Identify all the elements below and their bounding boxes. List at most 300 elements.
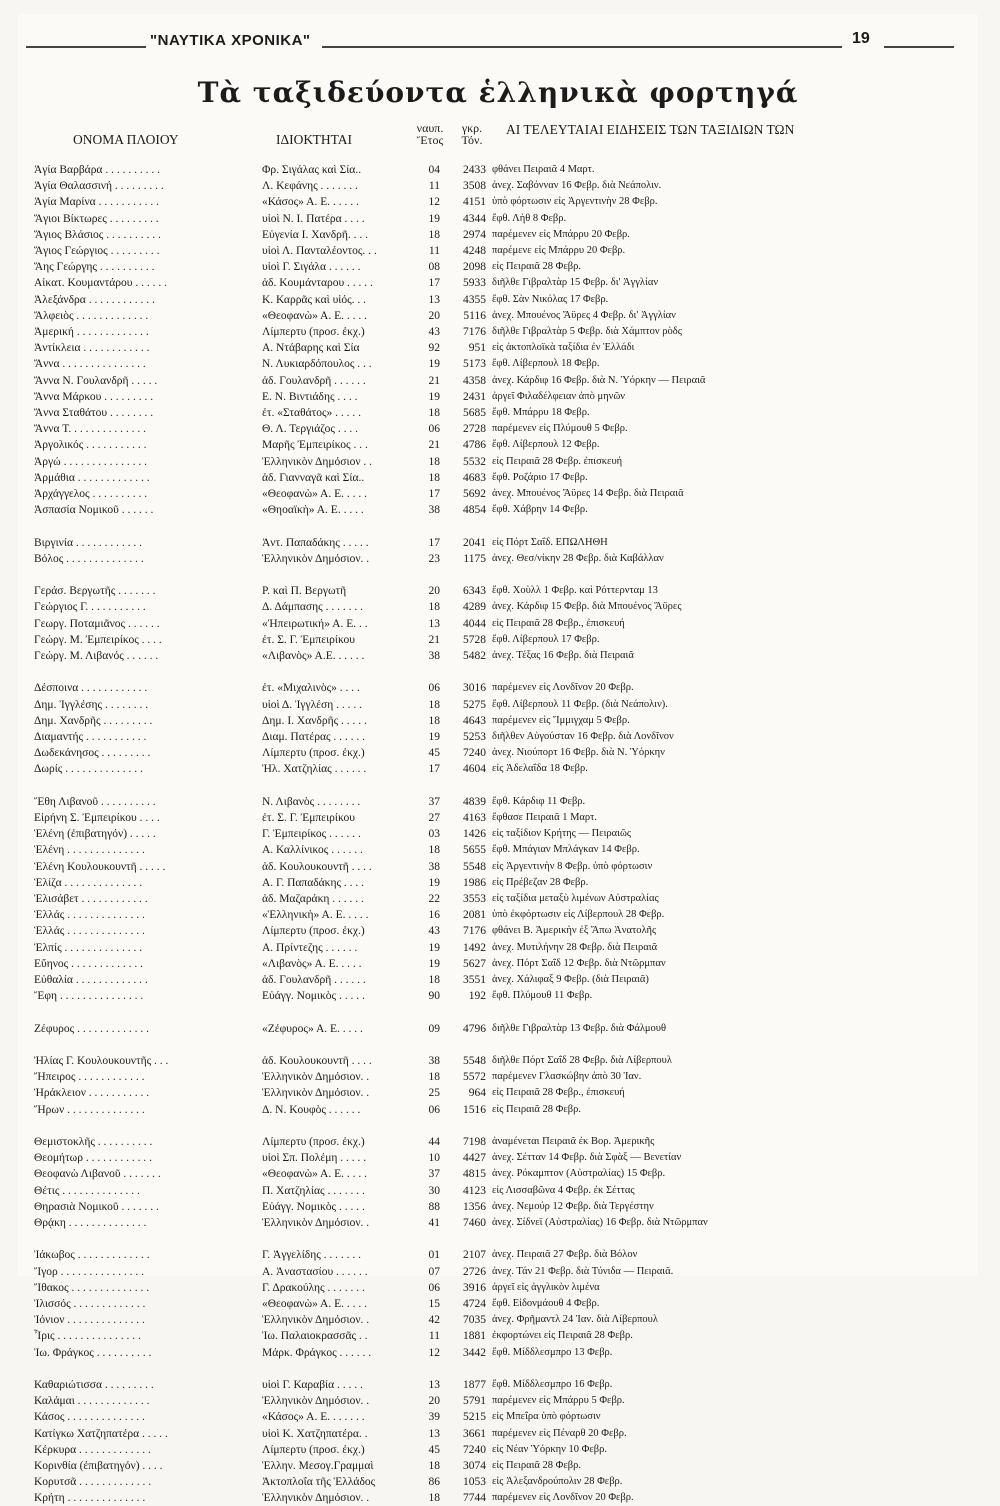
ship-owner: Διαμ. Πατέρας . . . . . . — [262, 731, 366, 743]
ship-name: Γεώργ. Μ. Λιβανός . . . . . . — [34, 650, 159, 662]
ship-name: Δωρίς . . . . . . . . . . . . . . — [34, 763, 143, 776]
build-year: 18 — [428, 974, 440, 986]
voyage-news: παρέμενεν εἰς Πέναρθ 20 Φεβρ. — [492, 1427, 627, 1439]
ship-owner: «Θηοαϊκὴ» Α. Ε. . . . . — [262, 504, 364, 517]
ship-name: Ἅγιος Βλάσιος . . . . . . . . . . — [34, 228, 161, 241]
ship-name: Ἑλένη (ἐπιβατηγόν) . . . . . — [34, 828, 156, 841]
gross-tonnage: 4854 — [463, 504, 486, 517]
build-year: 45 — [428, 1443, 440, 1456]
voyage-news: διῆλθε Γιβραλτὰρ 13 Φεβρ. διὰ Φάλμουθ — [492, 1022, 667, 1034]
table-row — [18, 1166, 978, 1182]
build-year: 18 — [428, 1492, 440, 1505]
build-year: 11 — [428, 180, 440, 193]
voyage-news: εἰς ἀκτοπλοϊκὰ ταξίδια ἐν Ἑλλάδι — [492, 342, 635, 354]
table-row — [18, 729, 978, 745]
table-row — [18, 632, 978, 648]
build-year: 13 — [428, 1427, 440, 1440]
gross-tonnage: 4358 — [463, 374, 486, 387]
build-year: 06 — [428, 1103, 440, 1116]
ship-owner: «Ἠπειρωτική» Α. Ε. . . — [262, 617, 368, 630]
voyage-news: εἰς Πειραιᾶ 28 Φεβρ. ἐπισκευή — [492, 455, 623, 467]
ship-owner: Α. Καλλίνικος . . . . . . — [262, 844, 363, 857]
table-row — [18, 1069, 978, 1085]
table-row — [18, 211, 978, 227]
voyage-news: παρέμενεν Γλασκώβην ἀπὸ 30 Ἰαν. — [492, 1071, 642, 1083]
ship-owner: Θ. Λ. Τεργιάζος . . . . — [262, 423, 358, 436]
ship-name: Ἄννα . . . . . . . . . . . . . . . — [34, 358, 146, 371]
ship-name: Κάσος . . . . . . . . . . . . . . — [34, 1411, 145, 1424]
ship-name: Ἑλένη . . . . . . . . . . . . . . — [34, 844, 145, 857]
ship-name: Ἰλισσός . . . . . . . . . . . . . — [34, 1298, 146, 1310]
build-year: 43 — [428, 326, 440, 338]
ship-name: Αἰκατ. Κουμαντάρου . . . . . . — [34, 277, 167, 290]
voyage-news: διῆλθε Πόρτ Σαΐδ 28 Φεβρ. διὰ Λίβερπουλ — [492, 1055, 672, 1066]
ship-name: Ἠλίας Γ. Κουλουκουντῆς . . . — [34, 1055, 169, 1067]
voyage-news: εἰς Ἀδελαΐδα 18 Φεβρ. — [492, 763, 588, 775]
build-year: 04 — [428, 164, 440, 176]
ship-owner: Ἑλλην. Μεσογ.Γραμμαὶ — [262, 1460, 374, 1472]
build-year: 18 — [428, 714, 440, 727]
table-row — [18, 389, 978, 405]
table-row — [18, 1102, 978, 1118]
column-header-build-year: ναυπ. Ἔτος — [416, 121, 444, 147]
gross-tonnage: 5215 — [463, 1411, 486, 1424]
ship-name: Ἤπειρος . . . . . . . . . . . . — [34, 1071, 145, 1084]
ship-owner: ἀδ. Κουλουκουντῆ . . . . — [262, 1055, 372, 1067]
table-row — [18, 292, 978, 308]
gross-tonnage: 5692 — [463, 488, 486, 500]
ship-name: Θέτις . . . . . . . . . . . . . . — [34, 1184, 140, 1197]
build-year: 21 — [428, 633, 440, 646]
build-year: 90 — [428, 990, 440, 1003]
voyage-news: εἰς Πειραιᾶ 28 Φεβρ. — [492, 1460, 581, 1471]
build-year: 44 — [428, 1136, 440, 1148]
ship-name: Εὔηνος . . . . . . . . . . . . . — [34, 957, 143, 970]
table-row — [18, 988, 978, 1004]
voyage-news: διῆλθε Γιβραλτὰρ 5 Φεβρ. διὰ Χάμπτον ρὸδς — [492, 326, 682, 337]
ship-name: Ἀσπασία Νομικοῦ . . . . . . — [34, 504, 154, 517]
ship-name: Ἴγορ . . . . . . . . . . . . . . . — [34, 1265, 145, 1278]
gross-tonnage: 5728 — [463, 633, 486, 646]
voyage-news: ὑπὸ ἐκφόρτωσιν εἰς Λίβερπουλ 28 Φεβρ. — [492, 909, 665, 921]
ship-owner: Μαρῆς Ἐμπειρίκος . . . — [262, 439, 368, 452]
ship-name: Ἁγία Μαρίνα . . . . . . . . . . . — [34, 196, 159, 209]
build-year: 20 — [428, 1395, 440, 1408]
build-year: 37 — [428, 795, 440, 808]
ship-owner: Ν. Λυκιαρδόπουλος . . . — [262, 358, 372, 371]
build-year: 25 — [428, 1087, 440, 1100]
voyage-news: ὑπὸ φόρτωσιν εἰς Ἀργεντινὴν 28 Φεβρ. — [492, 196, 658, 208]
ship-owner: ἀδ. Κουμάνταρου . . . . . — [262, 277, 373, 290]
build-year: 41 — [428, 1217, 440, 1229]
table-row — [18, 1264, 978, 1280]
build-year: 45 — [428, 747, 440, 760]
ship-owner: «Ἑλληνικὴ» Α. Ε. . . . . — [262, 909, 369, 922]
table-row — [18, 972, 978, 988]
ship-name: Ἑλλάς . . . . . . . . . . . . . . — [34, 925, 145, 938]
voyage-news: ἀνεχ. Τάν 21 Φεβρ. διὰ Τύνιδα — Πειραιᾶ. — [492, 1265, 674, 1277]
gross-tonnage: 2107 — [463, 1249, 486, 1262]
build-year: 43 — [428, 925, 440, 938]
ship-name: Δέσποινα . . . . . . . . . . . . — [34, 682, 148, 695]
ship-name: Κρήτη . . . . . . . . . . . . . . — [34, 1492, 146, 1505]
table-row — [18, 713, 978, 729]
table-row — [18, 275, 978, 291]
ship-name: Θεμιστοκλῆς . . . . . . . . . . — [34, 1136, 153, 1148]
ship-owner: Α. Πρίντεζης . . . . . . — [262, 941, 358, 954]
voyage-news: παρέμενεν εἰς Μπάρρυ 5 Φεβρ. — [492, 1395, 625, 1407]
table-row — [18, 891, 978, 907]
build-year: 18 — [428, 471, 440, 484]
ship-name: Ἀλεξάνδρα . . . . . . . . . . . . — [34, 293, 155, 306]
ship-owner: Ἑλληνικὸν Δημόσιον. . — [262, 1395, 370, 1408]
ship-name: Κορινθία (ἐπιβατηγόν) . . . . — [34, 1460, 163, 1472]
voyage-news: ἀνεχ. Μπουένος Ἄϋρες 4 Φεβρ. δι' Ἀγγλίαν — [492, 309, 676, 321]
ship-name: Ἥρων . . . . . . . . . . . . . . — [34, 1103, 145, 1116]
voyage-news: ἀνεχ. Θεσ/νίκην 28 Φεβρ. διὰ Καβάλλαν — [492, 552, 664, 564]
table-row — [18, 680, 978, 696]
voyage-news: ἀνεχ. Πόρτ Σαΐδ 12 Φεβρ. διὰ Ντῶρμπαν — [492, 957, 666, 969]
ship-owner: Λ. Κεφάνης . . . . . . . — [262, 180, 358, 193]
table-row — [18, 194, 978, 210]
gross-tonnage: 5933 — [463, 277, 486, 290]
ship-name: Καθαριώτισσα . . . . . . . . . — [34, 1379, 154, 1391]
voyage-news: ἀναμένεται Πειραιᾶ ἐκ Βορ. Ἀμερικῆς — [492, 1136, 655, 1147]
build-year: 19 — [428, 358, 440, 371]
table-row — [18, 454, 978, 470]
voyage-news: ἀνεχ. Σέτταν 14 Φεβρ. διὰ Σφὰξ — Βενετίαν — [492, 1152, 682, 1164]
ship-name: Γεώργιος Γ. . . . . . . . . . . — [34, 601, 146, 614]
build-year: 20 — [428, 585, 440, 598]
gross-tonnage: 7240 — [463, 747, 486, 760]
ship-name: Ἁγία Βαρβάρα . . . . . . . . . . — [34, 164, 160, 176]
gross-tonnage: 5173 — [463, 358, 486, 371]
ship-owner: Ἀκτοπλοΐα τῆς Ἑλλάδος — [262, 1476, 376, 1489]
table-row — [18, 794, 978, 810]
table-row — [18, 826, 978, 842]
gross-tonnage: 4123 — [463, 1184, 486, 1197]
ship-name: Δωδεκάνησος . . . . . . . . . — [34, 747, 151, 760]
voyage-news: παρέμενεν εἰς Πλύμουθ 5 Φεβρ. — [492, 423, 628, 435]
voyage-news: ἔφθ. Εἰδονμάουθ 4 Φεβρ. — [492, 1298, 600, 1309]
table-row — [18, 1053, 978, 1069]
ship-owner: υἱοὶ Γ. Σιγάλα . . . . . . — [262, 261, 361, 274]
table-row — [18, 1021, 978, 1037]
ship-owner: «Θεοφανὼ» Α. Ε. . . . . — [262, 488, 368, 500]
page-header — [26, 32, 970, 60]
gross-tonnage: 5482 — [463, 650, 486, 662]
voyage-news: εἰς Νέαν Ὑόρκην 10 Φεβρ. — [492, 1443, 607, 1455]
gross-tonnage: 2728 — [463, 423, 486, 436]
voyage-news: ἔφθ. Χάβρην 14 Φεβρ. — [492, 504, 588, 516]
build-year: 19 — [428, 390, 440, 403]
voyage-news: εἰς Πόρτ Σαΐδ. ΕΠΩΛΗΘΗ — [492, 536, 608, 548]
gross-tonnage: 5116 — [463, 309, 486, 322]
ship-owner: Φρ. Σιγάλας καὶ Σία.. — [262, 164, 362, 176]
gross-tonnage: 2431 — [463, 390, 486, 403]
voyage-news: ἔφθ. Λίβερπουλ 18 Φεβρ. — [492, 358, 600, 370]
ship-name: Εὐθαλία . . . . . . . . . . . . . — [34, 974, 148, 986]
newspaper-page — [18, 14, 978, 1505]
gross-tonnage: 7744 — [463, 1492, 486, 1505]
table-row — [18, 842, 978, 858]
table-row — [18, 859, 978, 875]
table-row — [18, 956, 978, 972]
build-year: 11 — [428, 1330, 440, 1343]
ship-name: Κέρκυρα . . . . . . . . . . . . . — [34, 1443, 151, 1456]
ship-name: Ἔφη . . . . . . . . . . . . . . . — [34, 990, 144, 1003]
ship-name: Ἄλφειὸς . . . . . . . . . . . . . — [34, 309, 149, 322]
ship-owner: Ἑλληνικὸν Δημόσιον. . — [262, 1087, 370, 1100]
ship-name: Ἄννα Σταθάτου . . . . . . . . — [34, 407, 154, 419]
ship-name: Ἀργώ . . . . . . . . . . . . . . . — [34, 455, 147, 468]
voyage-news: ἀνεχ. Φρῆμαντλ 24 Ἰαν. διὰ Λίβερπουλ — [492, 1314, 658, 1326]
ship-name: Ἑλλάς . . . . . . . . . . . . . . — [34, 909, 145, 922]
ship-owner: ἀδ. Μαζαράκη . . . . . . — [262, 893, 364, 905]
voyage-news: ἀνεχ. Νεμούρ 12 Φεβρ. διὰ Τεργέστην — [492, 1200, 654, 1212]
gross-tonnage: 5548 — [463, 1055, 486, 1067]
ship-owner: υἱοὶ Ν. Ι. Πατέρα . . . . — [262, 212, 365, 225]
gross-tonnage: 3074 — [463, 1460, 486, 1472]
table-row — [18, 1345, 978, 1361]
ship-name: Ἄννα Ν. Γουλανδρῆ . . . . . — [34, 374, 158, 387]
table-row — [18, 1150, 978, 1166]
ship-name: Ἰόνιον . . . . . . . . . . . . . . — [34, 1314, 145, 1327]
table-row — [18, 1215, 978, 1231]
build-year: 17 — [428, 536, 440, 549]
voyage-news: ἔφθ. Λίβερπουλ 17 Φεβρ. — [492, 633, 600, 645]
build-year: 19 — [428, 731, 440, 743]
ship-owner: υἱοὶ Δ. Ἰγγλέση . . . . . — [262, 698, 362, 711]
build-year: 13 — [428, 1379, 440, 1391]
build-year: 38 — [428, 1055, 440, 1067]
ship-owner: ἀδ. Γιανναγᾶ καὶ Σία.. — [262, 471, 365, 484]
ship-name: Ἴθακος . . . . . . . . . . . . . . — [34, 1281, 150, 1294]
build-year: 06 — [428, 682, 440, 695]
voyage-news: ἔφθ. Πλύμουθ 11 Φεβρ. — [492, 990, 593, 1002]
build-year: 18 — [428, 844, 440, 857]
table-row — [18, 437, 978, 453]
table-row — [18, 324, 978, 340]
ship-name: Ἡράκλειον . . . . . . . . . . . — [34, 1087, 150, 1100]
voyage-news: φθάνει Β. Ἀμερικὴν ἐξ Ἄπω Ἀνατολῆς — [492, 925, 657, 937]
column-header-tonnage: γκρ. Τόν. — [461, 121, 483, 147]
ship-name: Ἅης Γεώργης . . . . . . . . . . — [34, 261, 155, 274]
ship-owner: ἀδ. Κουλουκουντῆ . . . . — [262, 860, 372, 873]
ship-owner: ἐτ. «Σταθάτος» . . . . . — [262, 407, 362, 419]
table-row — [18, 486, 978, 502]
gross-tonnage: 4683 — [463, 471, 486, 484]
build-year: 18 — [428, 1460, 440, 1472]
ship-name: Ἐλισάβετ . . . . . . . . . . . . — [34, 893, 148, 905]
table-row — [18, 923, 978, 939]
build-year: 37 — [428, 1168, 440, 1181]
ship-owner: «Λιβανὸς» Α.Ε. . . . . . — [262, 650, 365, 662]
ship-owner: Α. Γ. Παπαδάκης . . . . — [262, 876, 365, 889]
voyage-news: εἰς Ἀργεντινὴν 8 Φεβρ. ὑπὸ φόρτωσιν — [492, 860, 653, 872]
ship-name: Βόλος . . . . . . . . . . . . . . — [34, 552, 144, 565]
ship-owner: Ἠλ. Χατζηλίας . . . . . . — [262, 763, 367, 776]
gross-tonnage: 2081 — [463, 909, 486, 922]
ship-owner: «Ζέφυρος» Α. Ε. . . . . — [262, 1022, 363, 1035]
gross-tonnage: 4604 — [463, 763, 486, 776]
table-row — [18, 1199, 978, 1215]
gross-tonnage: 3442 — [463, 1346, 486, 1359]
voyage-news: ἀνεχ. Μπουένος Ἄϋρες 14 Φεβρ. διὰ Πειραιᾶ — [492, 488, 684, 499]
table-row — [18, 227, 978, 243]
voyage-news: εἰς ταξίδια μεταξὺ λιμένων Αὐστραλίας — [492, 893, 659, 904]
gross-tonnage: 1986 — [463, 876, 486, 889]
ship-name: Κορυτσᾶ . . . . . . . . . . . . . — [34, 1476, 152, 1489]
voyage-news: ἔφθ. Σὰν Νικόλας 17 Φεβρ. — [492, 293, 609, 305]
ship-name: Ἄννα Τ. . . . . . . . . . . . . . — [34, 423, 146, 436]
gross-tonnage: 4289 — [463, 601, 486, 614]
voyage-news: ἀνεχ. Τέξας 16 Φεβρ. διὰ Πειραιᾶ — [492, 650, 634, 661]
ship-owner: Ε. Ν. Βιντιάδης . . . . — [262, 390, 358, 403]
build-year: 88 — [428, 1200, 440, 1213]
ship-owner: ἐτ. «Μιχαλινὸς» . . . . — [262, 682, 360, 695]
ship-name: Ἀρμάθια . . . . . . . . . . . . . — [34, 471, 150, 484]
ship-owner: Λίμπερτυ (προσ. ἐκχ.) — [262, 1443, 365, 1456]
gross-tonnage: 4044 — [463, 617, 486, 630]
build-year: 09 — [428, 1022, 440, 1035]
gross-tonnage: 3016 — [463, 682, 486, 695]
ship-owner: Γ. Δρακούλης . . . . . . . — [262, 1281, 365, 1294]
ship-name: Ἐλπίς . . . . . . . . . . . . . . — [34, 941, 143, 954]
ship-name: Θεοφανὼ Λιβανοῦ . . . . . . . — [34, 1168, 161, 1181]
build-year: 38 — [428, 504, 440, 517]
article-title: Τὰ ταξιδεύοντα ἑλληνικὰ φορτηγά — [197, 76, 799, 109]
build-year: 17 — [428, 763, 440, 776]
table-row — [18, 1280, 978, 1296]
table-row — [18, 1134, 978, 1150]
table-row — [18, 1426, 978, 1442]
table-row — [18, 356, 978, 372]
gross-tonnage: 1175 — [463, 552, 486, 565]
ship-owner: Α. Ἀναστασίου . . . . . . — [262, 1265, 368, 1278]
gross-tonnage: 5253 — [463, 731, 486, 743]
ship-name: Ἅγιος Γεώργιος . . . . . . . . . — [34, 245, 160, 257]
table-row — [18, 502, 978, 518]
gross-tonnage: 3661 — [463, 1427, 486, 1440]
ship-name: Κατίγκω Χατζηπατέρα . . . . . — [34, 1427, 168, 1440]
voyage-news: παρέμενεν εἰς Ἴμμιγχαμ 5 Φεβρ. — [492, 714, 630, 726]
ship-owner: ἀδ. Γουλανδρῆ . . . . . . — [262, 974, 366, 986]
build-year: 23 — [428, 552, 440, 565]
build-year: 18 — [428, 698, 440, 711]
gross-tonnage: 4151 — [463, 196, 486, 209]
voyage-news: ἀνεχ. Κάρδιφ 16 Φεβρ. διὰ Ν. Ὑόρκην — Πειραιᾶ — [492, 374, 706, 386]
voyage-news: ἔφθ. Μίδδλεσμπρο 16 Φεβρ. — [492, 1379, 613, 1390]
gross-tonnage: 1881 — [463, 1330, 486, 1343]
ship-owner: Α. Ντάβαρης καὶ Σία — [262, 342, 360, 355]
table-row — [18, 1377, 978, 1393]
voyage-news: ἔφθ. Ροζάριο 17 Φεβρ. — [492, 471, 588, 483]
gross-tonnage: 2974 — [463, 228, 486, 241]
ship-owner: Ἑλληνικὸν Δημόσιον. . — [262, 1071, 370, 1084]
gross-tonnage: 4248 — [463, 245, 486, 257]
ship-owner: Ἑλληνικὸν Δημόσιον. . — [262, 1492, 370, 1505]
gross-tonnage: 3553 — [463, 893, 486, 905]
build-year: 21 — [428, 374, 440, 387]
column-header-ship-name: ΟΝΟΜΑ ΠΛΟΙΟΥ — [73, 132, 179, 147]
table-row — [18, 1490, 978, 1506]
gross-tonnage: 4344 — [463, 212, 486, 225]
ship-owner: Ἀντ. Παπαδάκης . . . . . — [262, 536, 369, 549]
voyage-news: ἔφθ. Λὴθ 8 Φεβρ. — [492, 212, 567, 224]
build-year: 21 — [428, 439, 440, 452]
ship-owner: υἱοὶ Σπ. Πολέμη . . . . . — [262, 1152, 367, 1165]
ship-name: Γεράσ. Βεργωτῆς . . . . . . . — [34, 585, 156, 598]
table-row — [18, 1328, 978, 1344]
table-row — [18, 243, 978, 259]
ship-name: Ἶρις . . . . . . . . . . . . . . . — [34, 1330, 141, 1343]
ship-name: Εἰρήνη Σ. Ἐμπειρίκου . . . . — [34, 812, 160, 824]
build-year: 39 — [428, 1411, 440, 1424]
ship-name: Θηρασιὰ Νομικοῦ . . . . . . . — [34, 1200, 159, 1213]
voyage-news: ἔφθ. Χοὺλλ 1 Φεβρ. καὶ Ρόττερνταμ 13 — [492, 585, 658, 597]
voyage-news: φθάνει Πειραιᾶ 4 Μαρτ. — [492, 164, 595, 175]
voyage-news: εἰς Πρέβεζαν 28 Φεβρ. — [492, 876, 589, 888]
gross-tonnage: 5655 — [463, 844, 486, 857]
ship-owner: Λίμπερτυ (προσ. ἐκχ.) — [262, 326, 365, 338]
ship-owner: Κ. Καρρᾶς καὶ υἱός. . . — [262, 293, 367, 306]
ship-owner: Λίμπερτυ (προσ. ἐκχ.) — [262, 747, 365, 760]
voyage-news: εἰς Πειραιᾶ 28 Φεβρ., ἐπισκευή — [492, 1087, 625, 1099]
ship-owner: Ἑλληνικὸν Δημόσιον. . — [262, 1314, 370, 1327]
table-row — [18, 373, 978, 389]
gross-tonnage: 4839 — [463, 795, 486, 808]
gross-tonnage: 7035 — [463, 1314, 486, 1327]
ship-name: Ἁγία Θαλασσινή . . . . . . . . . — [34, 180, 164, 193]
ship-owner: Ρ. καὶ Π. Βεργωτῆ — [262, 585, 347, 598]
page-number: 19 — [852, 30, 870, 47]
ship-name: Ἑλίζα . . . . . . . . . . . . . . — [34, 876, 143, 889]
ship-name: Ζέφυρος . . . . . . . . . . . . . — [34, 1022, 149, 1035]
build-year: 38 — [428, 860, 440, 873]
table-row — [18, 405, 978, 421]
gross-tonnage: 4643 — [463, 714, 486, 727]
ship-owner: Ἑλληνικὸν Δημόσιον. . — [262, 1217, 370, 1229]
gross-tonnage: 4163 — [463, 812, 486, 824]
table-row — [18, 535, 978, 551]
header-rule — [322, 46, 842, 48]
table-row — [18, 875, 978, 891]
voyage-news: ἀνεχ. Χάλιφαξ 9 Φεβρ. (διὰ Πειραιᾶ) — [492, 974, 649, 985]
ship-name: Δημ. Χανδρῆς . . . . . . . . . — [34, 714, 153, 727]
voyage-news: εἰς Πειραιᾶ 28 Φεβρ. — [492, 1103, 581, 1115]
ship-name: Δημ. Ἰγγλέσης . . . . . . . . — [34, 698, 149, 711]
build-year: 18 — [428, 407, 440, 419]
build-year: 06 — [428, 1281, 440, 1294]
gross-tonnage: 3916 — [463, 1281, 486, 1294]
table-row — [18, 907, 978, 923]
voyage-news: ἐκφορτώνει εἰς Πειραιᾶ 28 Φεβρ. — [492, 1330, 633, 1342]
ship-owner: «Θεοφανὼ» Α. Ε. . . . . — [262, 309, 368, 322]
ship-owner: υἱοὶ Γ. Καραβία . . . . . — [262, 1379, 363, 1391]
gross-tonnage: 7176 — [463, 925, 486, 938]
ship-owner: Ἑλληνικὸν Δημόσιον. . — [262, 552, 370, 565]
build-year: 10 — [428, 1152, 440, 1165]
ship-name: Ἑλένη Κουλουκουντῆ . . . . . — [34, 860, 166, 873]
gross-tonnage: 5532 — [463, 455, 486, 468]
voyage-news: εἰς Πειραιᾶ 28 Φεβρ., ἐπισκευή — [492, 617, 625, 629]
voyage-news: ἔφθ. Λίβερπουλ 12 Φεβρ. — [492, 439, 600, 451]
build-year: 18 — [428, 228, 440, 241]
build-year: 15 — [428, 1298, 440, 1310]
ship-name: Καλάμαι . . . . . . . . . . . . . — [34, 1395, 150, 1408]
build-year: 11 — [428, 245, 440, 257]
